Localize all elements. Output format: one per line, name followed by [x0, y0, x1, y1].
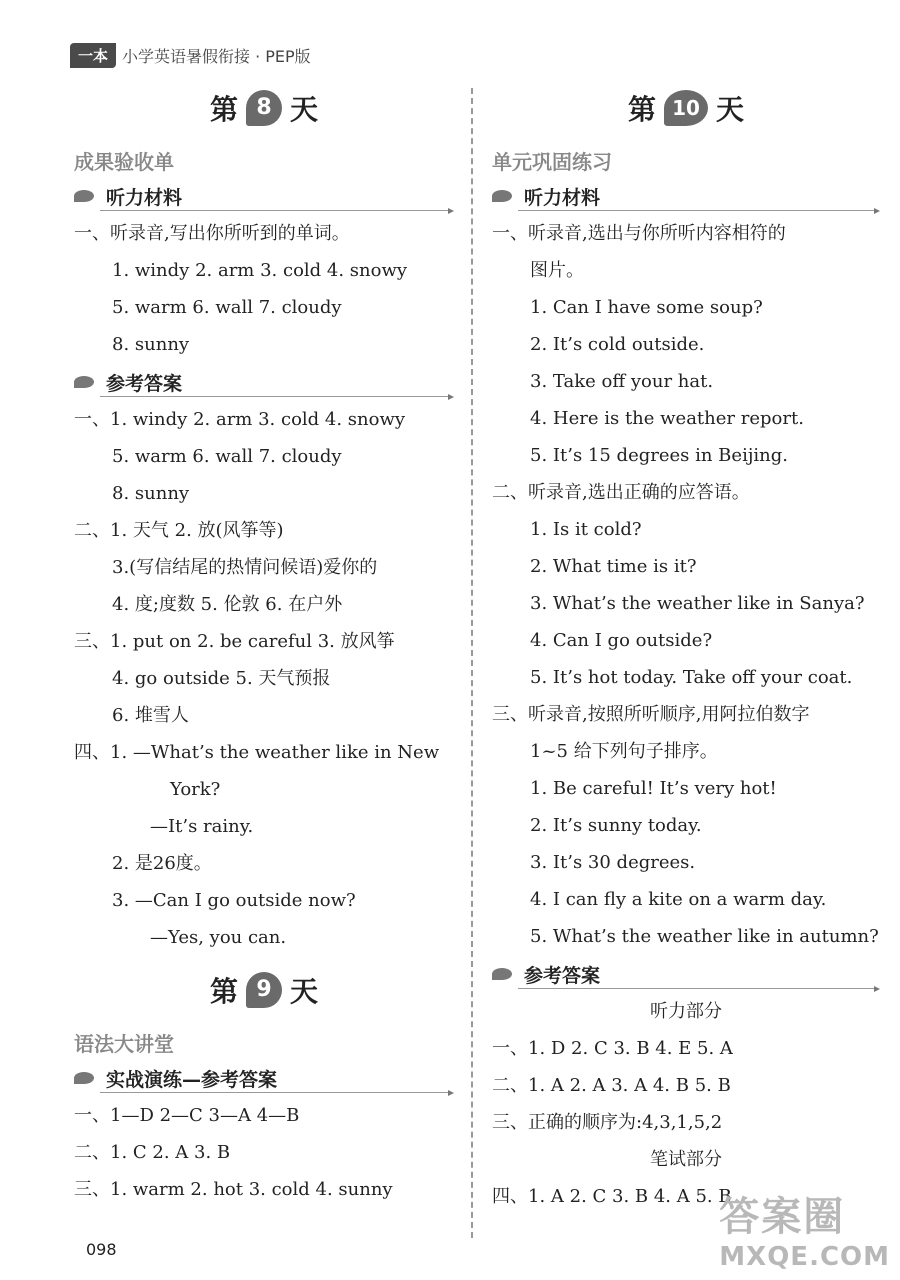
watermark-logo-text: 答案圈 — [719, 1194, 846, 1240]
text-line: 3.(写信结尾的热情问候语)爱你的 — [112, 557, 378, 578]
text-line: 3. It’s 30 degrees. — [530, 852, 696, 873]
subsection-title: 笔试部分 — [650, 1149, 722, 1170]
text-line: 三、听录音,按照所听顺序,用阿拉伯数字 — [492, 704, 810, 725]
day-prefix: 第 — [209, 975, 238, 1008]
day-number-badge: 9 — [246, 972, 282, 1008]
bullet-icon — [74, 1072, 94, 1084]
day-number-badge: 8 — [246, 90, 282, 126]
text-line: 三、正确的顺序为:4,3,1,5,2 — [492, 1112, 723, 1133]
text-line: 6. 堆雪人 — [112, 705, 189, 726]
text-line: 8. sunny — [112, 483, 190, 504]
text-line: 三、1. warm 2. hot 3. cold 4. sunny — [74, 1179, 393, 1200]
bar-label: 听力材料 — [106, 186, 183, 209]
text-line: —It’s rainy. — [150, 816, 254, 837]
section-bar-answers — [492, 959, 880, 989]
text-line: 4. 度;度数 5. 伦敦 6. 在户外 — [112, 594, 343, 615]
day-10-title — [492, 80, 880, 136]
day-8-title — [74, 80, 454, 136]
text-line: 3. What’s the weather like in Sanya? — [530, 593, 865, 614]
section-bar-listening — [492, 181, 880, 211]
text-line: 3. Take off your hat. — [530, 371, 714, 392]
right-column — [492, 80, 880, 1215]
day-prefix: 第 — [209, 93, 238, 126]
bar-label: 听力材料 — [524, 186, 601, 209]
text-line: —Yes, you can. — [150, 927, 287, 948]
text-line: 二、1. A 2. A 3. A 4. B 5. B — [492, 1075, 731, 1096]
text-line: 1~5 给下列句子排序。 — [530, 741, 718, 762]
text-line: 图片。 — [530, 260, 584, 281]
text-line: 四、1. —What’s the weather like in New — [74, 742, 440, 763]
text-line: 5. warm 6. wall 7. cloudy — [112, 446, 342, 467]
text-line: 2. 是26度。 — [112, 853, 212, 874]
text-line: 3. —Can I go outside now? — [112, 890, 356, 911]
text-line: 一、1. windy 2. arm 3. cold 4. snowy — [74, 409, 406, 430]
text-line: 1. Be careful! It’s very hot! — [530, 778, 777, 799]
text-line: 二、1. 天气 2. 放(风筝等) — [74, 520, 284, 541]
watermark — [719, 1185, 890, 1272]
page-number: 098 — [86, 1240, 117, 1259]
day-suffix: 天 — [716, 93, 745, 126]
text-line: 1. windy 2. arm 3. cold 4. snowy — [112, 260, 408, 281]
text-line: 4. Can I go outside? — [530, 630, 713, 651]
day-9-title — [74, 962, 454, 1018]
text-line: 1. Can I have some soup? — [530, 297, 763, 318]
text-line: York? — [170, 779, 221, 800]
section-title: 语法大讲堂 — [74, 1032, 174, 1056]
bar-label: 参考答案 — [524, 964, 601, 987]
text-line: 一、1. D 2. C 3. B 4. E 5. A — [492, 1038, 733, 1059]
text-line: 2. It’s sunny today. — [530, 815, 702, 836]
subsection-title: 听力部分 — [650, 1001, 722, 1022]
section-bar-listening — [74, 181, 454, 211]
bullet-icon — [74, 376, 94, 388]
text-line: 5. It’s hot today. Take off your coat. — [530, 667, 853, 688]
text-line: 4. Here is the weather report. — [530, 408, 804, 429]
text-line: 4. I can fly a kite on a warm day. — [530, 889, 827, 910]
text-line: 二、听录音,选出正确的应答语。 — [492, 482, 750, 503]
watermark-url: MXQE.COM — [719, 1242, 890, 1272]
text-line: 一、1—D 2—C 3—A 4—B — [74, 1105, 300, 1126]
section-bar-practice — [74, 1063, 454, 1093]
text-line: 一、听录音,选出与你所听内容相符的 — [492, 223, 786, 244]
page-header — [70, 42, 311, 68]
section-title: 成果验收单 — [74, 150, 174, 174]
text-line: 5. What’s the weather like in autumn? — [530, 926, 879, 947]
text-line: 8. sunny — [112, 334, 190, 355]
bar-label: 实战演练—参考答案 — [106, 1068, 278, 1091]
text-line: 4. go outside 5. 天气预报 — [112, 668, 331, 689]
day-prefix: 第 — [627, 93, 656, 126]
text-line: 5. It’s 15 degrees in Beijing. — [530, 445, 788, 466]
text-line: 1. Is it cold? — [530, 519, 642, 540]
left-column — [74, 80, 454, 1208]
text-line: 5. warm 6. wall 7. cloudy — [112, 297, 342, 318]
day-number-badge: 10 — [664, 90, 708, 126]
bar-label: 参考答案 — [106, 372, 183, 395]
bullet-icon — [492, 190, 512, 202]
text-line: 一、听录音,写出你所听到的单词。 — [74, 223, 350, 244]
day-suffix: 天 — [290, 93, 319, 126]
text-line: 2. It’s cold outside. — [530, 334, 705, 355]
bullet-icon — [492, 968, 512, 980]
section-title: 单元巩固练习 — [492, 150, 612, 174]
text-line: 三、1. put on 2. be careful 3. 放风筝 — [74, 631, 395, 652]
text-line: 二、1. C 2. A 3. B — [74, 1142, 231, 1163]
day-suffix: 天 — [290, 975, 319, 1008]
brand-tag: 一本 — [70, 43, 116, 68]
column-divider — [471, 88, 473, 1238]
text-line: 2. What time is it? — [530, 556, 697, 577]
bullet-icon — [74, 190, 94, 202]
text-line: 四、1. A 2. C 3. B 4. A 5. B — [492, 1186, 732, 1207]
section-bar-answers — [74, 367, 454, 397]
book-title: 小学英语暑假衔接 · PEP版 — [122, 46, 311, 66]
